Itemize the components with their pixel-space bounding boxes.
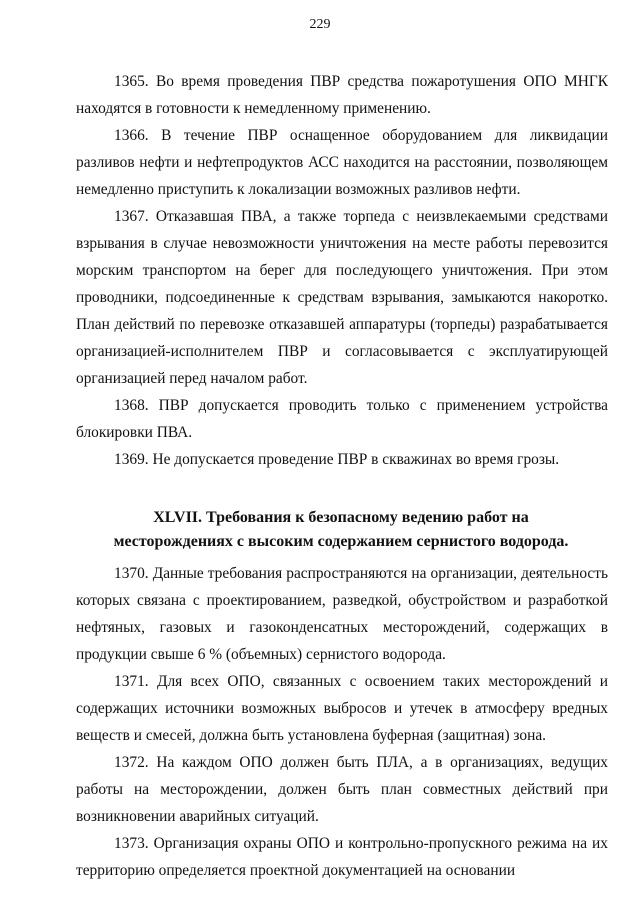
section-heading-line-1: XLVII. Требования к безопасному ведению работ на <box>153 509 529 526</box>
paragraph-1372: 1372. На каждом ОПО должен быть ПЛА, а в организациях, ведущих работы на месторождении, должен быть план совместных действий при возникновении аварийных ситуаций. <box>76 754 608 825</box>
paragraph-1370: 1370. Данные требования распространяются на организации, деятельность которых связана с проектированием, разведкой, обустройством и разработкой нефтяных, газовых и газоконденсатных месторождений, содержащих в продукции свыше 6 % (объемных) сернистого водорода. <box>76 565 608 663</box>
paragraph-1366: 1366. В течение ПВР оснащенное оборудованием для ликвидации разливов нефти и нефтепродуктов АСС находится на расстоянии, позволяющем немедленно приступить к локализации возможных разливов нефти. <box>76 127 608 198</box>
page-number: 229 <box>309 17 331 32</box>
paragraph-1369: 1369. Не допускается проведение ПВР в скважинах во время грозы. <box>114 451 560 468</box>
paragraph-1371: 1371. Для всех ОПО, связанных с освоением таких месторождений и содержащих источники возможных выбросов и утечек в атмосферу вредных веществ и смесей, должна быть установлена буферная (защитная) зона. <box>76 673 608 744</box>
section-heading-line-2: месторождениях с высоким содержанием сернистого водорода. <box>113 533 569 550</box>
paragraph-1367: 1367. Отказавшая ПВА, а также торпеда с неизвлекаемыми средствами взрывания в случае невозможности уничтожения на месте работы перевозится морским транспортом на берег для последующего уничтожения. При этом проводники, подсоединенные к средствам взрывания, замыкаются накоротко. План действий по перевозке отказавшей аппаратуры (торпеды) разрабатывается организацией-исполнителем ПВР и согласовывается с эксплуатирующей организацией перед началом работ. <box>76 208 608 387</box>
section-heading <box>74 506 608 554</box>
paragraph-1365: 1365. Во время проведения ПВР средства пожаротушения ОПО МНГК находятся в готовности к немедленному применению. <box>76 73 608 117</box>
paragraph-1368: 1368. ПВР допускается проводить только с применением устройства блокировки ПВА. <box>76 397 608 441</box>
paragraph-1373: 1373. Организация охраны ОПО и контрольно-пропускного режима на их территорию определяется проектной документацией на основании <box>76 835 608 879</box>
